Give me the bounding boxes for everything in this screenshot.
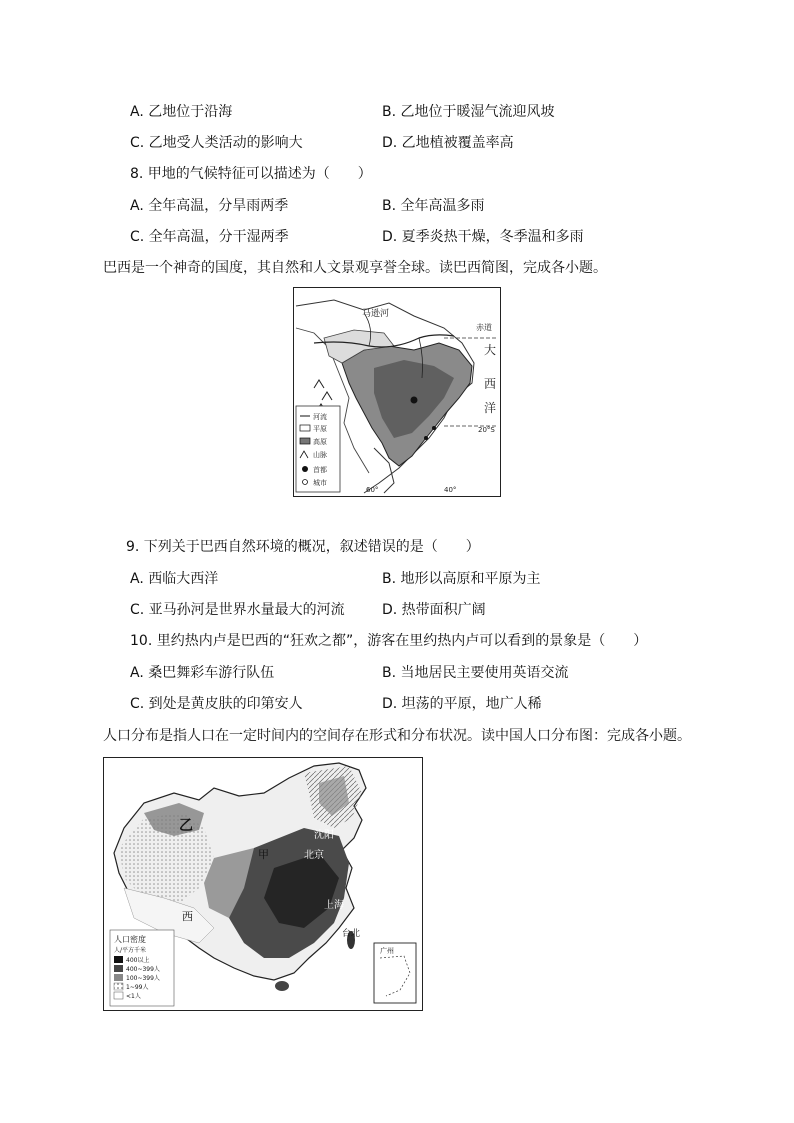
q10-option-a: A. 桑巴舞彩车游行队伍 (130, 665, 275, 681)
equator-label: 赤道 (476, 323, 492, 332)
q7-option-b: B. 乙地位于暖湿气流迎风坡 (382, 104, 555, 120)
q9-option-c: C. 亚马孙河是世界水量最大的河流 (130, 602, 345, 618)
china-population-map (103, 757, 423, 1011)
q9-option-d: D. 热带面积广阔 (382, 602, 486, 618)
brazil-intro: 巴西是一个神奇的国度，其自然和人文景观享誉全球。读巴西简图，完成各小题。 (103, 260, 607, 276)
q9-option-b: B. 地形以高原和平原为主 (382, 571, 541, 587)
q7-option-a: A. 乙地位于沿海 (130, 104, 233, 120)
lon-label: 60° (366, 486, 379, 494)
legend-item-2: 高原 (313, 438, 327, 446)
label-shanghai: 上海 (324, 900, 344, 911)
amazon-label: 马逊河 (362, 309, 390, 319)
q8-option-b: B. 全年高温多雨 (382, 198, 485, 214)
legend-item-3: 山脉 (313, 451, 327, 459)
china-legend-4: <1人 (126, 993, 141, 1000)
q10-option-d: D. 坦荡的平原，地广人稀 (382, 696, 542, 712)
label-jia: 甲 (258, 848, 269, 861)
china-intro: 人口分布是指人口在一定时间内的空间存在形式和分布状况。读中国人口分布图：完成各小题。 (103, 728, 691, 744)
ocean-label-2: 西 (484, 377, 497, 391)
legend-unit: 人/平方千米 (114, 947, 147, 954)
q8-stem: 8. 甲地的气候特征可以描述为（ ） (130, 166, 372, 182)
label-xi: 西 (182, 910, 193, 923)
china-legend-3: 1~99人 (126, 984, 149, 991)
q9-stem: 9. 下列关于巴西自然环境的概况，叙述错误的是（ ） (126, 539, 480, 555)
ocean-label-1: 大 (484, 343, 497, 357)
q10-option-c: C. 到处是黄皮肤的印第安人 (130, 696, 303, 712)
china-legend-1: 400~399人 (126, 966, 160, 973)
legend-title: 人口密度 (114, 935, 146, 944)
q10-stem: 10. 里约热内卢是巴西的“狂欢之都”，游客在里约热内卢可以看到的景象是（ ） (130, 633, 648, 649)
label-beijing: 北京 (304, 850, 324, 861)
legend-item-1: 平原 (313, 425, 327, 433)
brazil-map (293, 287, 501, 497)
legend-item-5: 城市 (313, 479, 327, 487)
legend-item-0: 河流 (313, 413, 327, 421)
china-legend-2: 100~399人 (126, 975, 160, 982)
label-taibei: 台北 (342, 929, 361, 939)
ocean-label-3: 洋 (484, 401, 497, 415)
q7-option-c: C. 乙地受人类活动的影响大 (130, 135, 303, 151)
tropic-label: 20°S (478, 426, 495, 434)
legend-item-4: 首都 (313, 466, 327, 474)
label-guangzhou: 广州 (380, 947, 394, 955)
lon-label-2: 40° (444, 486, 457, 494)
q8-option-d: D. 夏季炎热干燥，冬季温和多雨 (382, 229, 584, 245)
q7-option-d: D. 乙地植被覆盖率高 (382, 135, 514, 151)
label-yi: 乙 (179, 818, 193, 834)
q9-option-a: A. 西临大西洋 (130, 571, 219, 587)
label-shenyang: 沈阳 (314, 830, 334, 841)
q10-option-b: B. 当地居民主要使用英语交流 (382, 665, 569, 681)
q8-option-c: C. 全年高温，分干湿两季 (130, 229, 289, 245)
china-legend-0: 400以上 (126, 957, 150, 964)
q8-option-a: A. 全年高温，分旱雨两季 (130, 198, 289, 214)
